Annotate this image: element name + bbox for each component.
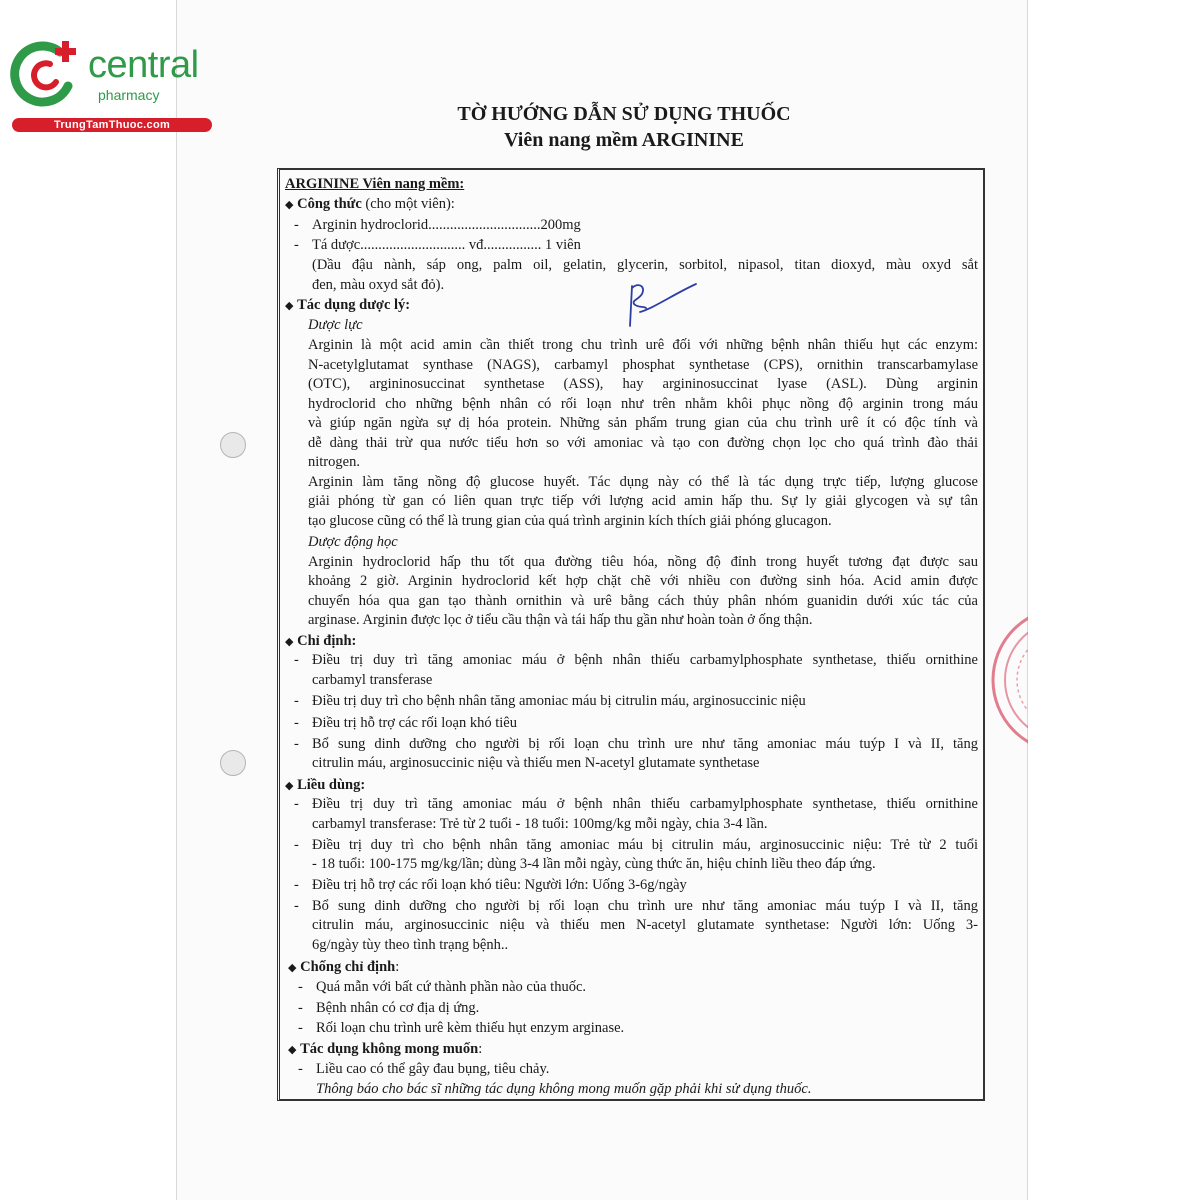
list-item: Điều trị hỗ trợ các rối loạn khó tiêu bbox=[312, 715, 517, 731]
list-item: Điều trị duy trì tăng amoniac máu ở bệnh nhân thiếu carbamylphosphate synthetase, thiếu ornithine bbox=[312, 796, 978, 812]
brand-website[interactable]: TrungTamThuoc.com bbox=[12, 118, 212, 132]
list-item: carbamyl transferase bbox=[312, 672, 433, 688]
paragraph-line: N-acetylglutamat synthase (NAGS), carbamyl phosphat synthetase (CPS), ornithin transcarbamylase bbox=[308, 357, 978, 373]
document-subtitle: Viên nang mềm ARGININE bbox=[504, 129, 744, 151]
adverse-effects-label: Tác dụng không mong muốn bbox=[300, 1041, 479, 1057]
lieu-dung-label: Liều dùng: bbox=[297, 777, 366, 793]
cong-thuc-qualifier: (cho một viên): bbox=[365, 196, 455, 212]
paragraph-line: chuyển hóa qua gan tạo thành ornithin và urê bằng cách thủy phân nhóm guanidin dưới xúc tác của bbox=[308, 593, 978, 609]
list-item: - 18 tuổi: 100-175 mg/kg/lần; dùng 3-4 lần mỗi ngày, cùng thức ăn, hiệu chỉnh liều theo đáp ứng. bbox=[312, 856, 876, 872]
bullet-icon: ◆ bbox=[288, 962, 297, 974]
lieu-dung-row bbox=[285, 778, 365, 793]
tac-dung-label: Tác dụng dược lý: bbox=[297, 297, 411, 313]
paragraph-line: và giúp ngăn ngừa sự dị hóa protein. Những sản phẩm trung gian của chu trình urê ít có độc tính và bbox=[308, 415, 978, 431]
dash-marker: - bbox=[294, 652, 299, 668]
brand-subtitle: pharmacy bbox=[98, 87, 160, 103]
dash-marker: - bbox=[294, 898, 299, 914]
tac-dung-row bbox=[285, 298, 410, 313]
list-item: Bổ sung dinh dưỡng cho người bị rối loạn chu trình ure như tăng amoniac máu tuýp I và II, tăng bbox=[312, 898, 978, 914]
chi-dinh-row bbox=[285, 634, 356, 649]
list-item: Điều trị duy trì cho bệnh nhân tăng amoniac máu bị citrulin máu, arginosuccinic niệu bbox=[312, 693, 806, 709]
paragraph-line: dễ dàng thải trừ qua nước tiểu hơn so với amoniac và tạo con đường chọn lọc cho quá trình đào thải bbox=[308, 435, 978, 451]
dash-marker: - bbox=[294, 237, 299, 253]
dash-marker: - bbox=[294, 837, 299, 853]
brand-name: central bbox=[88, 44, 199, 86]
paragraph-line: khoảng 2 giờ. Arginin hydroclorid kết hợp chặt chẽ với nhiều con đường sinh hóa. Acid amin được bbox=[308, 573, 978, 589]
section-heading: ARGININE Viên nang mềm: bbox=[285, 176, 465, 192]
list-item: 6g/ngày tùy theo tình trạng bệnh.. bbox=[312, 937, 509, 953]
paragraph-line: giải phóng từ gan có liên quan trực tiếp với lượng acid amin hấp thu. Sự ly giải glycogen và sự tân bbox=[308, 493, 978, 509]
paragraph-line: nitrogen. bbox=[308, 454, 360, 470]
paragraph-line: Arginin hydroclorid hấp thu tốt qua đường tiêu hóa, nồng độ đỉnh trong huyết tương đạt được sau bbox=[308, 554, 978, 570]
pharmacy-cross-icon bbox=[10, 38, 80, 108]
list-item: Điều trị duy trì cho bệnh nhân tăng amoniac máu bị citrulin máu, arginosuccinic niệu: Trẻ từ 2 tuổi bbox=[312, 837, 978, 853]
excipient-list: đen, màu oxyd sắt đỏ). bbox=[312, 277, 445, 293]
list-item: citrulin máu, arginosuccinic niệu và thiếu men N-acetyl glutamate synthetase bbox=[312, 755, 760, 771]
chi-dinh-label: Chỉ định: bbox=[297, 633, 357, 649]
paragraph-line: arginase. Arginin được lọc ở tiểu cầu thận và tái hấp thu gần như hoàn toàn ở ống thận. bbox=[308, 612, 813, 628]
bullet-icon: ◆ bbox=[285, 300, 294, 312]
document-title: TỜ HƯỚNG DẪN SỬ DỤNG THUỐC bbox=[457, 103, 791, 125]
adverse-effects-row bbox=[288, 1042, 482, 1057]
chong-chi-dinh-label: Chống chỉ định bbox=[300, 959, 396, 975]
paragraph-line: Arginin làm tăng nồng độ glucose huyết. Tác dụng này có thể là tác dụng trực tiếp, lượng glucose bbox=[308, 474, 978, 490]
bullet-icon: ◆ bbox=[288, 1044, 297, 1056]
duoc-dong-hoc-label: Dược động học bbox=[308, 534, 398, 550]
dash-marker: - bbox=[294, 796, 299, 812]
list-item: Điều trị duy trì tăng amoniac máu ở bệnh nhân thiếu carbamylphosphate synthetase, thiếu ornithine bbox=[312, 652, 978, 668]
punch-hole bbox=[220, 432, 246, 458]
duoc-luc-label: Dược lực bbox=[308, 317, 363, 333]
paragraph-line: tạo glucose cũng có thể là trung gian của quá trình arginin kích thích giải phóng glucagon. bbox=[308, 513, 832, 529]
dash-marker: - bbox=[298, 979, 303, 995]
bullet-icon: ◆ bbox=[285, 780, 294, 792]
list-item: Bệnh nhân có cơ địa dị ứng. bbox=[316, 1000, 480, 1016]
excipient-list: (Dầu đậu nành, sáp ong, palm oil, gelatin, glycerin, sorbitol, nipasol, titan dioxyd, màu oxyd sắt bbox=[312, 257, 978, 273]
paragraph-line: hydroclorid cho những bệnh nhân có rối loạn như trên nhằm khôi phục nồng độ arginin trong máu bbox=[308, 396, 978, 412]
list-item: Rối loạn chu trình urê kèm thiếu hụt enzym arginase. bbox=[316, 1020, 625, 1036]
dash-marker: - bbox=[298, 1000, 303, 1016]
paragraph-line: (OTC), argininosuccinat synthetase (ASS), hay argininosuccinat lyase (ASL). Dùng arginin bbox=[308, 376, 978, 392]
adverse-effects-note: Thông báo cho bác sĩ những tác dụng không mong muốn gặp phải khi sử dụng thuốc. bbox=[316, 1081, 812, 1097]
list-item: citrulin máu, arginosuccinic niệu và thiếu men N-acetyl glutamate synthetase: Người lớn: Uống 3- bbox=[312, 917, 978, 933]
ingredient-excipient: Tá dược............................. vđ................ 1 viên bbox=[312, 237, 581, 253]
punch-hole bbox=[220, 750, 246, 776]
cong-thuc-label: Công thức bbox=[297, 196, 362, 212]
bullet-icon: ◆ bbox=[285, 199, 294, 211]
list-item: carbamyl transferase: Trẻ từ 2 tuổi - 18 tuổi: 100mg/kg mỗi ngày, chia 3-4 lần. bbox=[312, 816, 768, 832]
list-item: Điều trị hỗ trợ các rối loạn khó tiêu: Người lớn: Uống 3-6g/ngày bbox=[312, 877, 687, 893]
dash-marker: - bbox=[298, 1020, 303, 1036]
dash-marker: - bbox=[294, 715, 299, 731]
signature bbox=[624, 278, 699, 330]
cong-thuc-row bbox=[285, 197, 455, 212]
dash-marker: - bbox=[294, 877, 299, 893]
red-stamp bbox=[990, 605, 1028, 755]
ingredient-active: Arginin hydroclorid...............................200mg bbox=[312, 217, 581, 233]
paragraph-line: Arginin là một acid amin cần thiết trong chu trình urê đối với những bệnh nhân thiếu hụt các enzym: bbox=[308, 337, 978, 353]
dash-marker: - bbox=[294, 736, 299, 752]
label-colon: : bbox=[478, 1041, 483, 1057]
label-colon: : bbox=[395, 959, 400, 975]
list-item: Quá mẫn với bất cứ thành phần nào của thuốc. bbox=[316, 979, 586, 995]
list-item: Bổ sung dinh dưỡng cho người bị rối loạn chu trình ure như tăng amoniac máu tuýp I và II, tăng bbox=[312, 736, 978, 752]
brand-logo[interactable] bbox=[10, 38, 215, 138]
chong-chi-dinh-row bbox=[288, 960, 399, 975]
dash-marker: - bbox=[298, 1061, 303, 1077]
bullet-icon: ◆ bbox=[285, 636, 294, 648]
list-item: Liều cao có thể gây đau bụng, tiêu chảy. bbox=[316, 1061, 550, 1077]
dash-marker: - bbox=[294, 693, 299, 709]
dash-marker: - bbox=[294, 217, 299, 233]
